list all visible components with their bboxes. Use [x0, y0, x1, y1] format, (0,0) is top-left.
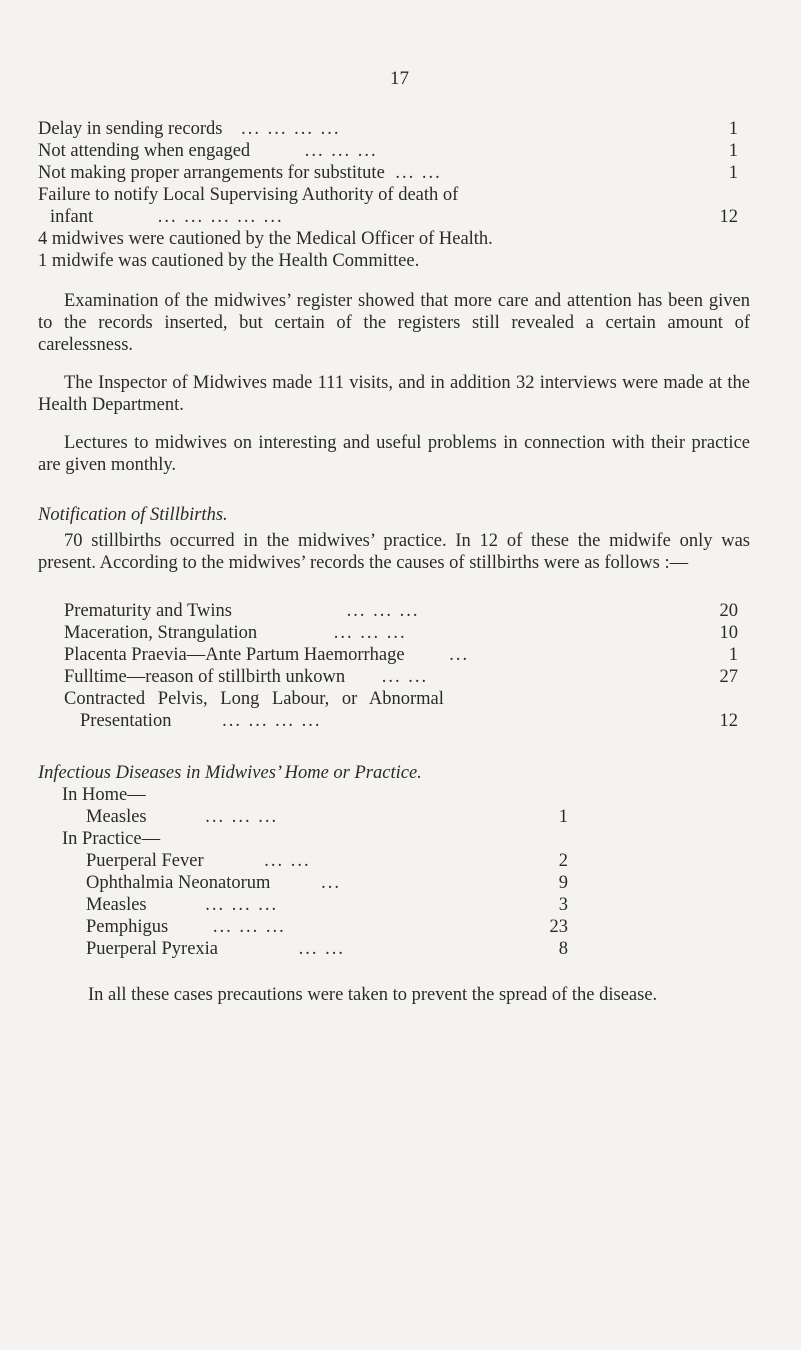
list-value: 2 [558, 851, 568, 871]
list-value: 8 [558, 939, 568, 959]
list-item: Pemphigus ... ... ... [86, 917, 286, 937]
note-line: 1 midwife was cautioned by the Health Committee. [38, 251, 420, 271]
list-value: 10 [719, 623, 738, 643]
list-value: 1 [728, 119, 738, 139]
list-item: Ophthalmia Neonatorum ... [86, 873, 341, 893]
list-value: 9 [558, 873, 568, 893]
paragraph-stillbirths-intro: 70 stillbirths occurred in the midwives’ practice. In 12 of these the midwife only was present. According to the midwives’ records the causes of stillbirths were as follows :— [38, 531, 750, 573]
section-heading-infectious: Infectious Diseases in Midwives’ Home or Practice. [38, 763, 422, 783]
list-item: Fulltime—reason of stillbirth unkown ... ... [64, 667, 429, 687]
list-value: 1 [728, 645, 738, 665]
list-item: Not making proper arrangements for substitute ... ... [38, 163, 442, 183]
list-value: 1 [728, 163, 738, 183]
list-item: Puerperal Fever ... ... [86, 851, 311, 871]
subheading-home: In Home— [62, 785, 146, 805]
list-item: Contracted Pelvis, Long Labour, or Abnormal [64, 689, 444, 709]
list-item: Maceration, Strangulation ... ... ... [64, 623, 407, 643]
list-item: Placenta Praevia—Ante Partum Haemorrhage ... [64, 645, 470, 665]
list-item: Prematurity and Twins ... ... ... [64, 601, 420, 621]
list-item: Puerperal Pyrexia ... ... [86, 939, 346, 959]
paragraph-lectures: Lectures to midwives on interesting and useful problems in connection with their practice are given monthly. [38, 433, 750, 475]
list-item: Measles ... ... ... [86, 807, 279, 827]
note-line: 4 midwives were cautioned by the Medical Officer of Health. [38, 229, 493, 249]
paragraph-examination: Examination of the midwives’ register showed that more care and attention has been given to the records inserted, but certain of the registers still revealed a certain amount of carelessness. [38, 291, 750, 355]
list-item: Measles ... ... ... [86, 895, 279, 915]
page-number: 17 [390, 68, 409, 89]
list-value: 12 [719, 207, 738, 227]
list-item: Delay in sending records ... ... ... ... [38, 119, 341, 139]
list-value: 27 [719, 667, 738, 687]
list-item: infant ... ... ... ... ... [50, 207, 284, 227]
subheading-practice: In Practice— [62, 829, 161, 849]
list-value: 23 [549, 917, 568, 937]
list-item: Not attending when engaged ... ... ... [38, 141, 378, 161]
list-item: Presentation ... ... ... ... [80, 711, 322, 731]
list-value: 3 [558, 895, 568, 915]
section-heading-stillbirths: Notification of Stillbirths. [38, 505, 228, 525]
paragraph-inspector: The Inspector of Midwives made 111 visits, and in addition 32 interviews were made at the Health Department. [38, 373, 750, 415]
list-value: 1 [558, 807, 568, 827]
paragraph-closing: In all these cases precautions were taken to prevent the spread of the disease. [88, 985, 658, 1005]
list-value: 12 [719, 711, 738, 731]
list-value: 20 [719, 601, 738, 621]
list-item: Failure to notify Local Supervising Authority of death of [38, 185, 459, 205]
list-value: 1 [728, 141, 738, 161]
